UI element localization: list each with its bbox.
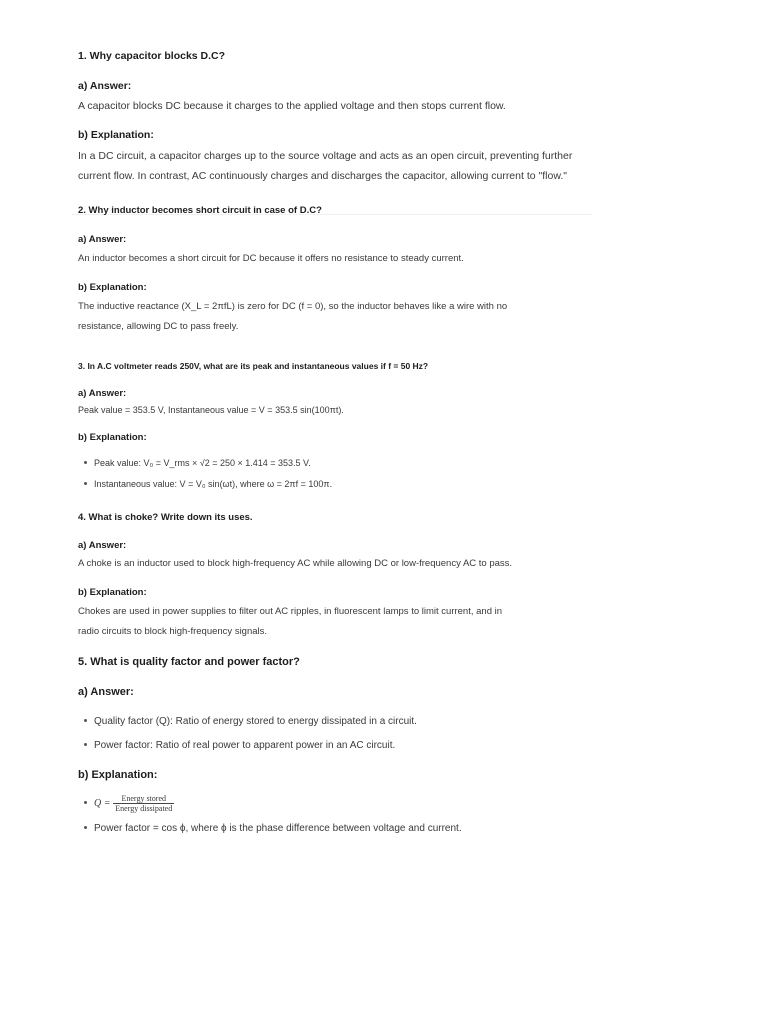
bullet-dot xyxy=(84,461,87,464)
question-4-title: 4. What is choke? Write down its uses. xyxy=(78,512,253,523)
q5-bullet-power-factor-formula xyxy=(84,823,462,834)
q4-answer-text: A choke is an inductor used to block high-frequency AC while allowing DC or low-frequency AC to pass. xyxy=(78,558,513,569)
q5-answer-heading: a) Answer: xyxy=(78,686,134,698)
q5-bullet-power-factor-text: Power factor: Ratio of real power to apparent power in an AC circuit. xyxy=(94,740,396,751)
bullet-dot xyxy=(84,801,87,804)
q3-explanation-heading: b) Explanation: xyxy=(78,432,147,443)
q1-explanation-line-2: current flow. In contrast, AC continuously charges and discharges the capacitor, allowing current to "flow." xyxy=(78,170,567,182)
q1-answer-text: A capacitor blocks DC because it charges to the applied voltage and then stops current flow. xyxy=(78,100,506,112)
q4-explanation-line-2: radio circuits to block high-frequency signals. xyxy=(78,626,268,637)
q1-explanation-line-1: In a DC circuit, a capacitor charges up to the source voltage and acts as an open circuit, preventing further xyxy=(78,150,573,162)
q5-bullet-quality-factor xyxy=(84,716,417,727)
q5-bullet-power-factor-formula-text: Power factor = cos ϕ, where ϕ is the phase difference between voltage and current. xyxy=(94,823,462,834)
q3-answer-text: Peak value = 353.5 V, Instantaneous value = V = 353.5 sin(100πt). xyxy=(78,405,344,415)
q5-bullet-q-formula xyxy=(84,794,174,813)
q2-answer-heading: a) Answer: xyxy=(78,234,127,245)
q-formula-fraction xyxy=(113,794,174,813)
q4-explanation-line-1: Chokes are used in power supplies to filter out AC ripples, in fluorescent lamps to limit current, and in xyxy=(78,606,503,617)
question-2-title: 2. Why inductor becomes short circuit in case of D.C? xyxy=(78,205,322,216)
q2-explanation-line-2: resistance, allowing DC to pass freely. xyxy=(78,321,239,332)
q2-explanation-heading: b) Explanation: xyxy=(78,282,147,293)
q5-bullet-quality-factor-text: Quality factor (Q): Ratio of energy stored to energy dissipated in a circuit. xyxy=(94,716,417,727)
bullet-dot xyxy=(84,482,87,485)
q3-bullet-instantaneous xyxy=(84,479,332,489)
bullet-dot xyxy=(84,826,87,829)
question-3-title: 3. In A.C voltmeter reads 250V, what are its peak and instantaneous values if f = 50 Hz? xyxy=(78,361,429,371)
q3-answer-heading: a) Answer: xyxy=(78,388,127,399)
q3-bullet-instantaneous-text: Instantaneous value: V = V₀ sin(ωt), where ω = 2πf = 100π. xyxy=(94,479,333,489)
q5-bullet-power-factor xyxy=(84,740,395,751)
q3-bullet-peak-text: Peak value: V₀ = V_rms × √2 = 250 × 1.414 = 353.5 V. xyxy=(94,458,311,468)
q-formula-denominator: Energy dissipated xyxy=(115,804,173,813)
q4-answer-heading: a) Answer: xyxy=(78,540,127,551)
q3-bullet-peak xyxy=(84,458,311,468)
q5-explanation-heading: b) Explanation: xyxy=(78,769,158,781)
bullet-dot xyxy=(84,719,87,722)
q-formula-numerator: Energy stored xyxy=(113,794,174,804)
q1-explanation-heading: b) Explanation: xyxy=(78,129,154,141)
q4-explanation-heading: b) Explanation: xyxy=(78,587,147,598)
question-1-title: 1. Why capacitor blocks D.C? xyxy=(78,50,226,62)
q-formula-lhs: Q = xyxy=(94,798,111,810)
q2-explanation-line-1: The inductive reactance (X_L = 2πfL) is zero for DC (f = 0), so the inductor behaves like a wire with no xyxy=(78,301,508,312)
q1-answer-heading: a) Answer: xyxy=(78,80,132,92)
question-5-title: 5. What is quality factor and power factor? xyxy=(78,656,300,668)
bullet-dot xyxy=(84,743,87,746)
q2-answer-text: An inductor becomes a short circuit for DC because it offers no resistance to steady current. xyxy=(78,253,464,264)
